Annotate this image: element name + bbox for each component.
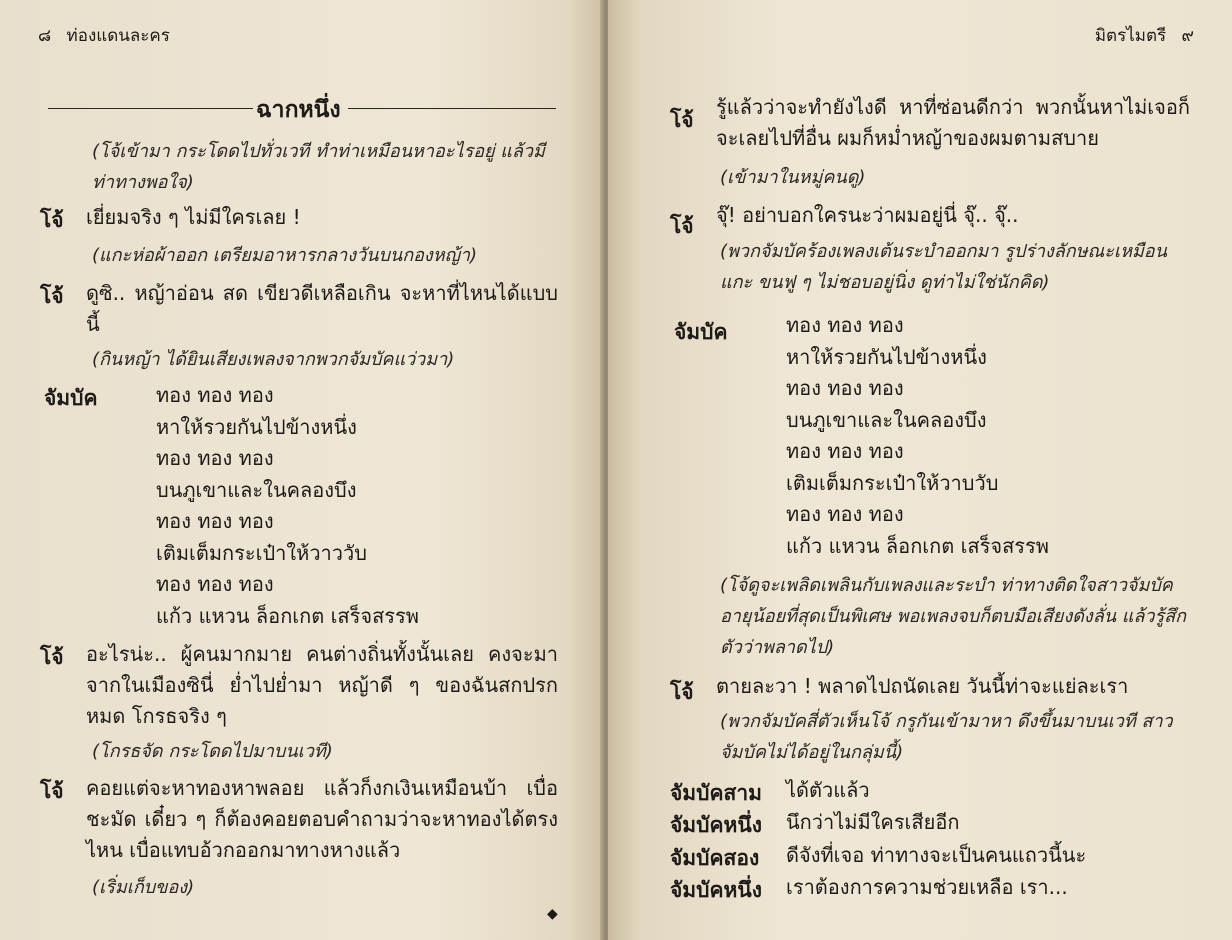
dialogue-line: ดูซิ.. หญ้าอ่อน สด เขียวดีเหลือเกิน จะหาที่ไหนได้แบบนี้ [86,281,558,336]
song-line: แก้ว แหวน ล็อกเกต เสร็จสรรพ [156,603,419,628]
song-line: ทอง ทอง ทอง [156,446,274,470]
stage-direction: (เข้ามาในหมู่คนดู) [720,167,866,188]
stage-direction: (เริ่มเก็บของ) [92,877,195,898]
song-line: ทอง ทอง ทอง [786,502,904,526]
stage-direction: (โกรธจัด กระโดดไปมาบนเวที) [92,741,333,762]
song-lyrics [156,380,419,632]
dialogue-line: นึกว่าไม่มีใครเสียอีก [786,810,960,834]
left-page [0,0,604,940]
left-running-head: ท่องแดนละคร [66,26,170,46]
dialogue-line: คอยแต่จะหาทองหาพลอย แล้วก็งกเงินเหมือนบ้า เบื่อชะมัด เดี๋ยว ๆ ก็ต้องคอยตอบคำถามว่าจะหาทองได้ตรงไหน เบื่อแทบอ้วกออกมาทางหางแล้ว [86,776,558,862]
stage-direction: (พวกจัมบัคสี่ตัวเห็นโจ้ กรูกันเข้ามาหา ดึงขึ้นมาบนเวที สาวจัมบัคไม่ได้อยู่ในกลุ่มนี้) [720,711,1173,763]
song-line: หาให้รวยกันไปข้างหนึ่ง [156,414,357,439]
left-page-header [28,22,170,49]
song-line: ทอง ทอง ทอง [156,572,274,596]
scene-title: ฉากหนึ่ง [256,97,341,123]
speaker-name: โจ้ [40,284,64,308]
song-line: เติมเต็มกระเป๋าให้วาบวับ [786,470,999,495]
right-page-header [1095,22,1204,49]
song-line: แก้ว แหวน ล็อกเกต เสร็จสรรพ [786,533,1049,558]
speaker-name: จัมบัคหนึ่ง [670,813,762,837]
dialogue-line: ได้ตัวแล้ว [786,778,870,802]
ink-mark: ◆ [547,906,558,922]
rule-left [48,108,253,109]
song-line: บนภูเขาและในคลองบึง [786,407,987,432]
right-running-head: มิตรไมตรี [1094,26,1167,46]
dialogue-line: ดีจังที่เจอ ท่าทางจะเป็นคนแถวนี้นะ [786,843,1087,867]
right-page-number: ๙ [1181,26,1194,46]
scene-heading [48,96,556,123]
song-line: ทอง ทอง ทอง [786,376,904,400]
song-line: ทอง ทอง ทอง [156,383,274,407]
song-line: เติมเต็มกระเป๋าให้วาววับ [156,540,367,565]
dialogue-line: ตายละวา ! พลาดไปถนัดเลย วันนี้ท่าจะแย่ละเรา [716,674,1129,698]
dialogue-line: อะไรน่ะ.. ผู้คนมากมาย คนต่างถิ่นทั้งนั้นเลย คงจะมาจากในเมืองซินี่ ย่ำไปย่ำมา หญ้าดี ๆ ของฉันสกปรกหมด โกรธจริง ๆ [86,642,558,728]
stage-direction: (พวกจัมบัคร้องเพลงเต้นระบำออกมา รูปร่างลักษณะเหมือนแกะ ขนฟู ๆ ไม่ชอบอยู่นิ่ง ดูท่าไม่ใช่นักคิด) [720,241,1167,293]
song-line: ทอง ทอง ทอง [786,439,904,463]
song-line: บนภูเขาและในคลองบึง [156,477,357,502]
speaker-name: โจ้ [40,645,64,669]
rule-right [348,108,556,109]
left-page-number: ๘ [38,26,52,46]
stage-direction: (แกะห่อผ้าออก เตรียมอาหารกลางวันบนกองหญ้า) [92,245,478,266]
dialogue-line: เยี่ยมจริง ๆ ไม่มีใครเลย ! [86,205,301,229]
song-speaker: จัมบัค [674,320,728,344]
song-line: ทอง ทอง ทอง [786,313,904,337]
speaker-name: จัมบัคสาม [670,781,762,805]
song-lyrics [786,310,1049,562]
speaker-name: โจ้ [670,680,694,704]
speaker-name: โจ้ [670,214,694,238]
speaker-name: โจ้ [40,779,64,803]
stage-direction: (โจ้เข้ามา กระโดดไปทั่วเวที ทำท่าเหมือนหาอะไรอยู่ แล้วมีท่าทางพอใจ) [92,141,545,193]
song-line: หาให้รวยกันไปข้างหนึ่ง [786,344,987,369]
speaker-name: โจ้ [40,208,64,232]
speaker-name: จัมบัคสอง [670,846,760,870]
right-page [608,0,1232,940]
song-speaker: จัมบัค [44,386,98,410]
stage-direction: (กินหญ้า ได้ยินเสียงเพลงจากพวกจัมบัคแว่วมา) [92,349,455,370]
stage-direction: (โจ้ดูจะเพลิดเพลินกับเพลงและระบำ ท่าทางติดใจสาวจัมบัคอายุน้อยที่สุดเป็นพิเศษ พอเพลงจบก็ตบมือเสียงดังลั่น แล้วรู้สึกตัวว่าพลาดไป) [720,575,1187,658]
dialogue-line: จุ๊! อย่าบอกใครนะว่าผมอยู่นี่ จุ๊.. จุ๊.. [716,203,1019,227]
dialogue-line: รู้แล้วว่าจะทำยังไงดี หาที่ซ่อนดีกว่า พวกนั้นหาไม่เจอก็จะเลยไปที่อื่น ผมก็หม่ำหญ้าของผมตามสบาย [716,95,1190,150]
song-line: ทอง ทอง ทอง [156,509,274,533]
dialogue-line: เราต้องการความช่วยเหลือ เรา... [786,875,1068,899]
speaker-name: โจ้ [670,108,694,132]
speaker-name: จัมบัคหนึ่ง [670,878,762,902]
